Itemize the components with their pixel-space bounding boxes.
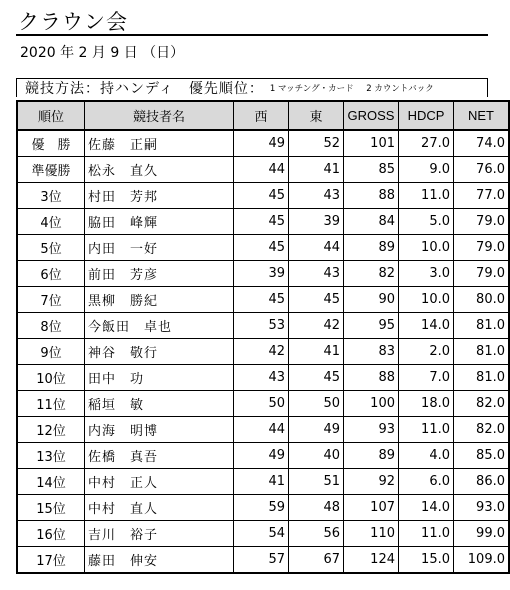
west-score-cell: 39 [234, 261, 289, 287]
header-net: NET [454, 101, 510, 130]
east-score-cell: 43 [289, 183, 344, 209]
gross-cell: 110 [344, 521, 399, 547]
rank-cell: 6位 [17, 261, 85, 287]
header-east: 東 [289, 101, 344, 130]
header-hdcp: HDCP [399, 101, 454, 130]
header-rank: 順位 [17, 101, 85, 130]
west-score-cell: 43 [234, 365, 289, 391]
gross-cell: 84 [344, 209, 399, 235]
name-cell: 前田 芳彦 [85, 261, 234, 287]
net-cell: 74.0 [454, 130, 510, 157]
rank-cell: 17位 [17, 547, 85, 574]
hdcp-cell: 11.0 [399, 417, 454, 443]
net-cell: 82.0 [454, 391, 510, 417]
net-cell: 81.0 [454, 365, 510, 391]
hdcp-cell: 4.0 [399, 443, 454, 469]
gross-cell: 95 [344, 313, 399, 339]
name-cell: 今飯田 卓也 [85, 313, 234, 339]
east-score-cell: 52 [289, 130, 344, 157]
table-row [17, 339, 509, 365]
rank-cell: 4位 [17, 209, 85, 235]
table-row [17, 547, 509, 574]
rank-cell: 10位 [17, 365, 85, 391]
name-cell: 神谷 敬行 [85, 339, 234, 365]
hdcp-cell: 15.0 [399, 547, 454, 574]
gross-cell: 88 [344, 365, 399, 391]
east-score-cell: 39 [289, 209, 344, 235]
west-score-cell: 45 [234, 235, 289, 261]
priority-2: 2 カウントバック [366, 84, 434, 94]
header-gross: GROSS [344, 101, 399, 130]
west-score-cell: 54 [234, 521, 289, 547]
gross-cell: 89 [344, 235, 399, 261]
gross-cell: 90 [344, 287, 399, 313]
east-score-cell: 42 [289, 313, 344, 339]
table-row [17, 469, 509, 495]
table-row [17, 365, 509, 391]
hdcp-cell: 14.0 [399, 495, 454, 521]
net-cell: 79.0 [454, 261, 510, 287]
rank-cell: 15位 [17, 495, 85, 521]
table-row [17, 417, 509, 443]
west-score-cell: 57 [234, 547, 289, 574]
table-row [17, 287, 509, 313]
name-cell: 内海 明博 [85, 417, 234, 443]
hdcp-cell: 18.0 [399, 391, 454, 417]
table-row [17, 235, 509, 261]
hdcp-cell: 10.0 [399, 235, 454, 261]
name-cell: 松永 直久 [85, 157, 234, 183]
gross-cell: 85 [344, 157, 399, 183]
east-score-cell: 44 [289, 235, 344, 261]
hdcp-cell: 7.0 [399, 365, 454, 391]
net-cell: 82.0 [454, 417, 510, 443]
table-row [17, 130, 509, 157]
name-cell: 藤田 伸安 [85, 547, 234, 574]
west-score-cell: 42 [234, 339, 289, 365]
net-cell: 81.0 [454, 313, 510, 339]
west-score-cell: 45 [234, 183, 289, 209]
rank-cell: 3位 [17, 183, 85, 209]
rank-cell: 12位 [17, 417, 85, 443]
name-cell: 田中 功 [85, 365, 234, 391]
rank-cell: 16位 [17, 521, 85, 547]
competition-method [16, 78, 488, 97]
name-cell: 佐橋 真吾 [85, 443, 234, 469]
gross-cell: 100 [344, 391, 399, 417]
hdcp-cell: 2.0 [399, 339, 454, 365]
west-score-cell: 45 [234, 287, 289, 313]
east-score-cell: 41 [289, 339, 344, 365]
name-cell: 稲垣 敏 [85, 391, 234, 417]
name-cell: 内田 一好 [85, 235, 234, 261]
gross-cell: 92 [344, 469, 399, 495]
name-cell: 脇田 峰輝 [85, 209, 234, 235]
gross-cell: 101 [344, 130, 399, 157]
hdcp-cell: 11.0 [399, 183, 454, 209]
rank-cell: 13位 [17, 443, 85, 469]
hdcp-cell: 10.0 [399, 287, 454, 313]
west-score-cell: 45 [234, 209, 289, 235]
net-cell: 81.0 [454, 339, 510, 365]
method-label: 競技方法：持ハンディ 優先順位： [25, 81, 264, 97]
gross-cell: 89 [344, 443, 399, 469]
table-row [17, 391, 509, 417]
gross-cell: 82 [344, 261, 399, 287]
priority-1: 1 マッチング・カード [269, 84, 354, 94]
priority-notes [270, 82, 434, 94]
name-cell: 中村 正人 [85, 469, 234, 495]
results-table [16, 100, 510, 574]
west-score-cell: 49 [234, 130, 289, 157]
net-cell: 93.0 [454, 495, 510, 521]
rank-cell: 9位 [17, 339, 85, 365]
hdcp-cell: 5.0 [399, 209, 454, 235]
east-score-cell: 51 [289, 469, 344, 495]
net-cell: 99.0 [454, 521, 510, 547]
table-row [17, 313, 509, 339]
west-score-cell: 44 [234, 157, 289, 183]
west-score-cell: 50 [234, 391, 289, 417]
gross-cell: 93 [344, 417, 399, 443]
west-score-cell: 41 [234, 469, 289, 495]
table-row [17, 495, 509, 521]
east-score-cell: 40 [289, 443, 344, 469]
west-score-cell: 44 [234, 417, 289, 443]
page-title: クラウン会 [18, 10, 128, 34]
results-body [17, 130, 509, 573]
net-cell: 109.0 [454, 547, 510, 574]
table-row [17, 521, 509, 547]
net-cell: 79.0 [454, 235, 510, 261]
table-row [17, 209, 509, 235]
hdcp-cell: 9.0 [399, 157, 454, 183]
hdcp-cell: 14.0 [399, 313, 454, 339]
header-row [17, 101, 509, 130]
net-cell: 77.0 [454, 183, 510, 209]
east-score-cell: 67 [289, 547, 344, 574]
title-underline [16, 34, 488, 36]
header-name: 競技者名 [85, 101, 234, 130]
east-score-cell: 50 [289, 391, 344, 417]
west-score-cell: 53 [234, 313, 289, 339]
east-score-cell: 45 [289, 365, 344, 391]
gross-cell: 124 [344, 547, 399, 574]
hdcp-cell: 27.0 [399, 130, 454, 157]
east-score-cell: 49 [289, 417, 344, 443]
net-cell: 85.0 [454, 443, 510, 469]
rank-cell: 7位 [17, 287, 85, 313]
name-cell: 中村 直人 [85, 495, 234, 521]
hdcp-cell: 11.0 [399, 521, 454, 547]
hdcp-cell: 3.0 [399, 261, 454, 287]
rank-cell: 11位 [17, 391, 85, 417]
gross-cell: 83 [344, 339, 399, 365]
name-cell: 黒柳 勝紀 [85, 287, 234, 313]
name-cell: 佐藤 正嗣 [85, 130, 234, 157]
east-score-cell: 56 [289, 521, 344, 547]
name-cell: 村田 芳邦 [85, 183, 234, 209]
table-row [17, 443, 509, 469]
rank-cell: 準優勝 [17, 157, 85, 183]
table-row [17, 261, 509, 287]
table-row [17, 183, 509, 209]
net-cell: 86.0 [454, 469, 510, 495]
table-row [17, 157, 509, 183]
east-score-cell: 48 [289, 495, 344, 521]
rank-cell: 14位 [17, 469, 85, 495]
east-score-cell: 41 [289, 157, 344, 183]
gross-cell: 107 [344, 495, 399, 521]
rank-cell: 優 勝 [17, 130, 85, 157]
rank-cell: 5位 [17, 235, 85, 261]
net-cell: 76.0 [454, 157, 510, 183]
east-score-cell: 43 [289, 261, 344, 287]
event-date: 2020 年 2 月 9 日 （日） [20, 45, 185, 61]
rank-cell: 8位 [17, 313, 85, 339]
gross-cell: 88 [344, 183, 399, 209]
net-cell: 80.0 [454, 287, 510, 313]
west-score-cell: 49 [234, 443, 289, 469]
net-cell: 79.0 [454, 209, 510, 235]
hdcp-cell: 6.0 [399, 469, 454, 495]
name-cell: 吉川 裕子 [85, 521, 234, 547]
east-score-cell: 45 [289, 287, 344, 313]
header-west: 西 [234, 101, 289, 130]
west-score-cell: 59 [234, 495, 289, 521]
